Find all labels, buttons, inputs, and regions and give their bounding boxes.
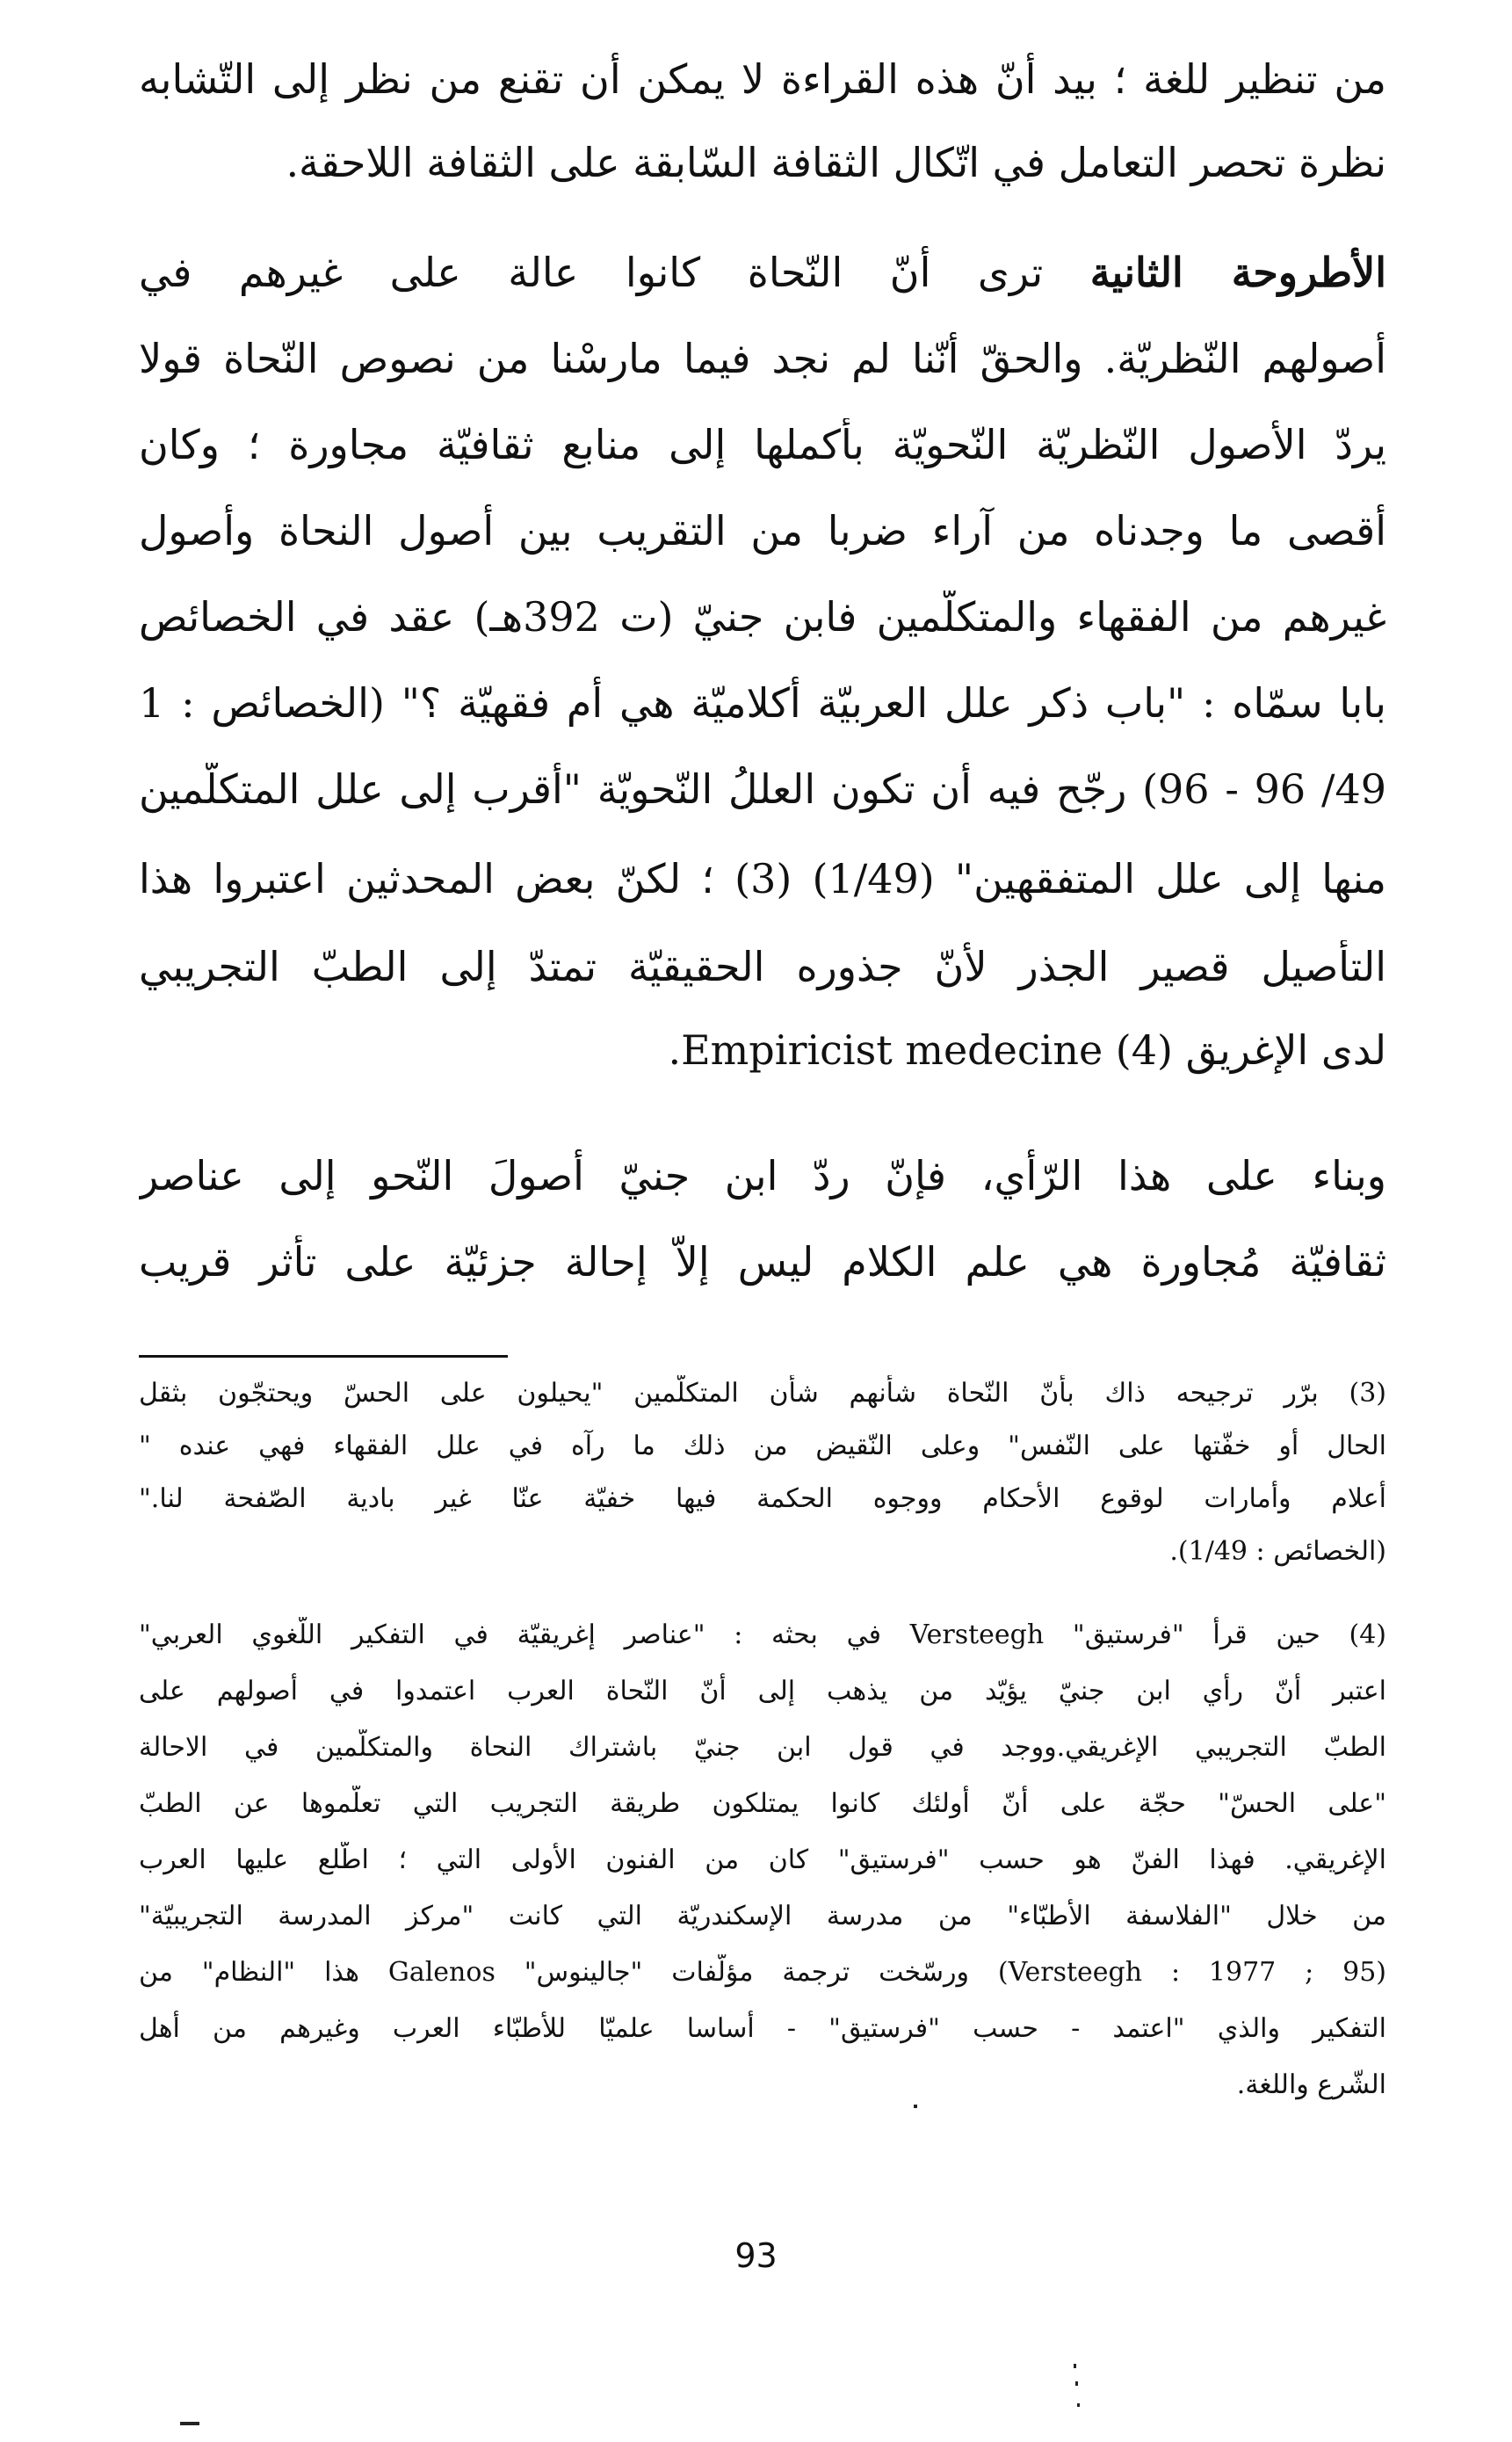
text-run: ترى أنّ النّحاة كانوا عالة على غيرهم في	[139, 249, 1044, 296]
text-line: أقصى ما وجدناه من آراء ضربا من التقريب بين أصول النحاة وأصول	[139, 507, 1386, 554]
paragraph-1	[139, 53, 1386, 186]
scan-speck	[1075, 2381, 1078, 2386]
footnote-line: (4) حين قرأ "فرستيق" Versteegh في بحثه : "عناصر إغريقيّة في التفكير اللّغوي العربي"	[139, 1620, 1386, 1650]
paragraph-2	[139, 246, 1386, 1090]
footnote-line: (الخصائص : 1/49).	[1169, 1536, 1386, 1567]
text-line: أصولهم النّظريّة. والحقّ أنّنا لم نجد فيما مارسْنا من نصوص النّحاة قولا	[139, 335, 1386, 382]
footnote-line: (3) برّر ترجيحه ذاك بأنّ النّحاة شأنهم شأن المتكلّمين "يحيلون على الحسّ ويحتجّون بثقل	[139, 1378, 1386, 1409]
page-number: 93	[734, 2236, 778, 2275]
text-line	[139, 246, 1386, 299]
text-line: لدى الإغريق Empiricist medecine (4).	[668, 1026, 1386, 1074]
text-line: وبناء على هذا الرّأي، فإنّ ردّ ابن جنيّ أصولَ النّحو إلى عناصر	[139, 1152, 1386, 1199]
text-line: بابا سمّاه : "باب ذكر علل العربيّة أكلاميّة هي أم فقهيّة ؟" (الخصائص : 1	[139, 679, 1386, 727]
text-line: يردّ الأصول النّظريّة النّحويّة بأكملها إلى منابع ثقافيّة مجاورة ؛ وكان	[139, 421, 1386, 468]
footnote-line: اعتبر أنّ رأي ابن جنيّ يؤيّد من يذهب إلى أنّ النّحاة العرب اعتمدوا في أصولهم على	[139, 1676, 1386, 1707]
footnote-line: من خلال "الفلاسفة الأطبّاء" من مدرسة الإسكندريّة التي كانت "مركز المدرسة التجريبيّة"	[139, 1901, 1386, 1931]
footnote-4	[139, 1617, 1386, 2109]
footnote-line: أعلام وأمارات لوقوع الأحكام ووجوه الحكمة فيها خفيّة عنّا غير بادية الصّفحة لنا."	[139, 1483, 1386, 1514]
footnote-line: الشّرع واللغة.	[1236, 2069, 1386, 2100]
scan-speck	[180, 2422, 199, 2425]
text-line: منها إلى علل المتفقهين" (1/49) (3) ؛ لكنّ بعض المحدثين اعتبروا هذا	[139, 855, 1386, 902]
text-line: من تنظير للغة ؛ بيد أنّ هذه القراءة لا يمكن أن تقنع من نظر إلى التّشابه	[139, 55, 1386, 103]
footnote-line: الإغريقي. فهذا الفنّ هو حسب "فرستيق" كان من الفنون الأولى التي ؛ اطّلع عليها العرب	[139, 1844, 1386, 1875]
paragraph-3	[139, 1149, 1386, 1299]
footnote-line: الطبّ التجريبي الإغريقي.ووجد في قول ابن جنيّ باشتراك النحاة والمتكلّمين في الاحالة	[139, 1732, 1386, 1763]
text-line: 49/ 96 - 96) رجّح فيه أن تكون العللُ النّحويّة "أقرب إلى علل المتكلّمين	[139, 765, 1386, 813]
scan-speck	[914, 2105, 917, 2108]
scan-speck	[1074, 2364, 1076, 2368]
footnote-line: الحال أو خفّتها على النّفس" وعلى النّقيض من ذلك ما رآه في علل الفقهاء فهي عنده "	[139, 1431, 1386, 1461]
footnote-3	[139, 1375, 1386, 1577]
footnote-line: التفكير والذي "اعتمد - حسب "فرستيق" - أساسا علميّا للأطبّاء العرب وغيرهم من أهل	[139, 2013, 1386, 2044]
footnote-separator	[139, 1355, 508, 1358]
text-line: التأصيل قصير الجذر لأنّ جذوره الحقيقيّة تمتدّ إلى الطبّ التجريبي	[139, 943, 1386, 990]
footnote-line: "على الحسّ" حجّة على أنّ أولئك كانوا يمتلكون طريقة التجريب التي تعلّموها عن الطبّ	[139, 1788, 1386, 1819]
footnote-line: (Versteegh : 1977 ; 95) ورسّخت ترجمة مؤلّفات "جالينوس" Galenos هذا "النظام" من	[139, 1957, 1386, 1988]
scan-speck	[1077, 2403, 1080, 2407]
text-line: نظرة تحصر التعامل في اتّكال الثقافة السّابقة على الثقافة اللاحقة.	[286, 139, 1386, 186]
thesis-heading: الأطروحة الثانية	[1089, 249, 1386, 296]
text-line: غيرهم من الفقهاء والمتكلّمين فابن جنيّ (ت 392هـ) عقد في الخصائص	[139, 593, 1386, 641]
text-line: ثقافيّة مُجاورة هي علم الكلام ليس إلاّ إحالة جزئيّة على تأثر قريب	[139, 1238, 1386, 1286]
